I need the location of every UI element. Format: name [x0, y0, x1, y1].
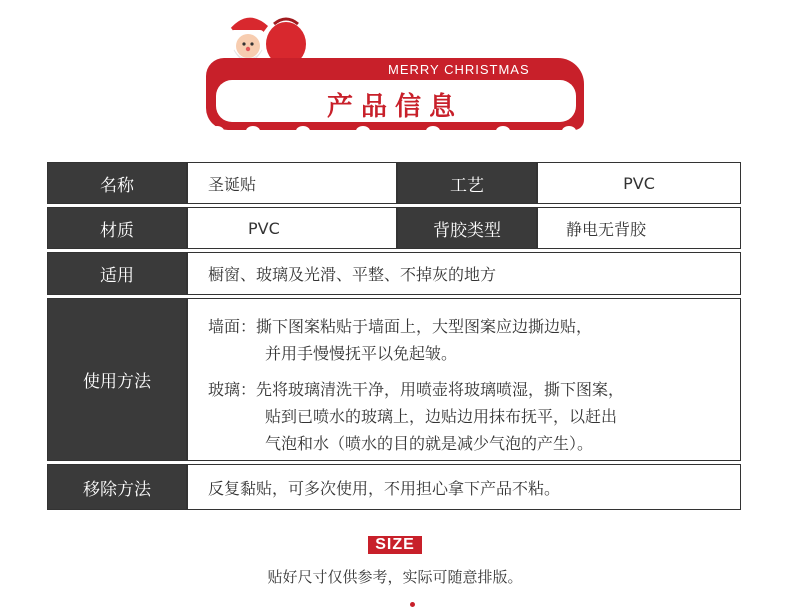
remove-value: 反复黏贴，可多次使用，不用担心拿下产品不粘。: [187, 464, 741, 510]
header-banner: [206, 58, 584, 130]
method-glass-line: 气泡和水（喷水的目的就是减少气泡的产生）。: [265, 434, 594, 453]
method-glass-line: 玻璃：先将玻璃清洗干净，用喷壶将玻璃喷湿，撕下图案，: [208, 380, 625, 399]
method-wall-line: 墙面：撕下图案粘贴于墙面上，大型图案应边撕边贴，: [208, 317, 593, 336]
table-row: [47, 464, 741, 510]
craft-value: PVC: [537, 162, 741, 204]
material-label: 材质: [47, 207, 187, 249]
table-row: [47, 252, 741, 295]
name-label: 名称: [47, 162, 187, 204]
craft-label: 工艺: [397, 162, 537, 204]
banner-subtitle: MERRY CHRISTMAS: [388, 62, 530, 77]
product-info-table: [47, 162, 741, 513]
name-value: 圣诞贴: [187, 162, 397, 204]
method-value: [187, 298, 741, 461]
usage-value: 橱窗、玻璃及光滑、平整、不掉灰的地方: [187, 252, 741, 295]
table-row: [47, 298, 741, 461]
table-row: [47, 207, 741, 249]
table-row: [47, 162, 741, 204]
method-glass-line: 贴到已喷水的玻璃上，边贴边用抹布抚平，以赶出: [265, 407, 618, 426]
snow-decoration: [296, 126, 310, 136]
snow-decoration: [426, 126, 440, 136]
decor-dot: [410, 602, 415, 607]
snow-decoration: [210, 126, 224, 136]
usage-label: 适用: [47, 252, 187, 295]
method-wall-line: 并用手慢慢抚平以免起皱。: [265, 344, 458, 363]
material-value: PVC: [187, 207, 397, 249]
method-label: 使用方法: [47, 298, 187, 461]
remove-label: 移除方法: [47, 464, 187, 510]
snow-decoration: [356, 126, 370, 136]
snow-decoration: [496, 126, 510, 136]
backing-value: 静电无背胶: [537, 207, 741, 249]
snow-decoration: [562, 126, 576, 136]
snow-decoration: [246, 126, 260, 136]
size-badge: SIZE: [368, 536, 422, 554]
page-title: 产品信息: [326, 92, 463, 122]
backing-label: 背胶类型: [397, 207, 537, 249]
size-note: 贴好尺寸仅供参考，实际可随意排版。: [267, 568, 523, 586]
